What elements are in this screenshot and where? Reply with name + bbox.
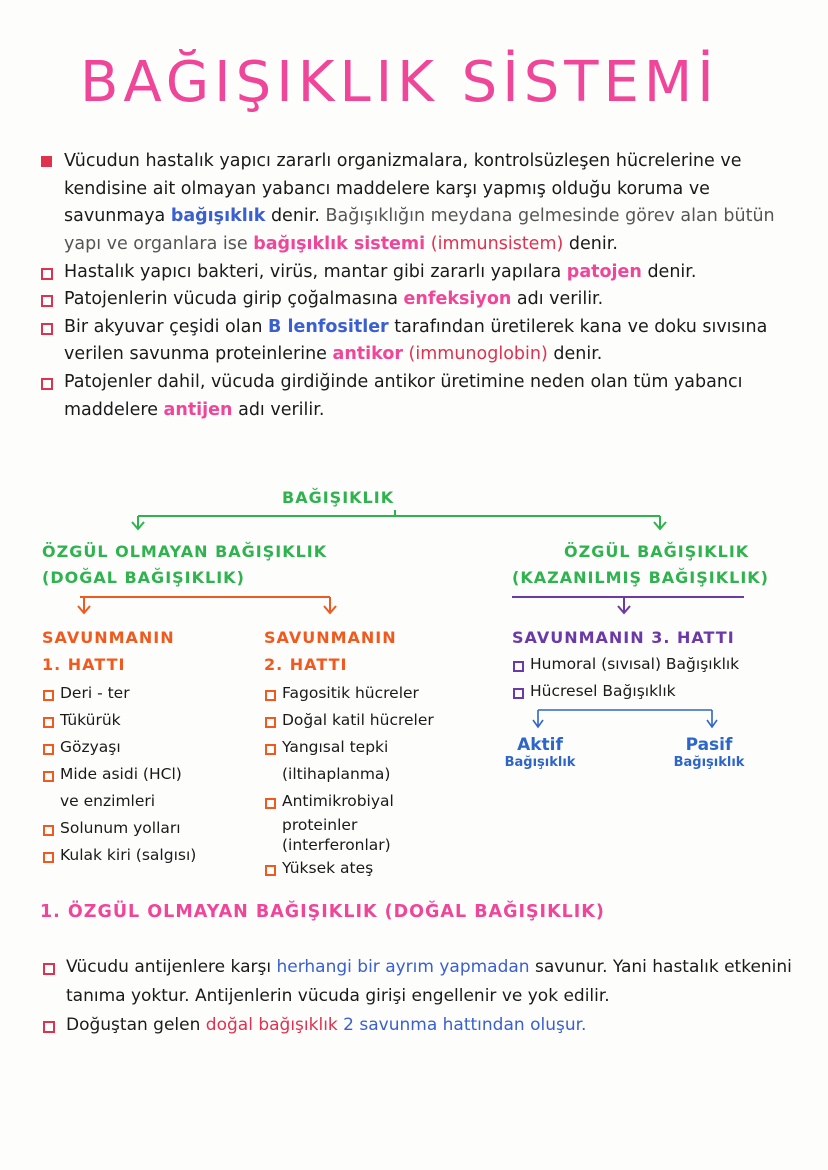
list-item-text: ve enzimleri <box>60 792 156 810</box>
active-immunity <box>500 735 580 770</box>
square-bullet-icon <box>264 734 282 761</box>
square-bullet-icon <box>264 788 282 815</box>
list-item-text: Yüksek ateş <box>282 859 374 877</box>
list-item-text: Kulak kiri (salgısı) <box>60 846 197 864</box>
square-bullet-icon <box>264 707 282 734</box>
keyword-patojen: patojen <box>566 261 642 282</box>
square-bullet-icon <box>512 651 530 678</box>
diagram-root-label: BAĞIŞIKLIK <box>282 488 395 507</box>
list-item-text: Tükürük <box>60 711 121 729</box>
square-bullet-icon <box>512 678 530 705</box>
list-item <box>42 788 242 815</box>
square-bullet-icon <box>42 842 60 869</box>
list-item-text: Solunum yolları <box>60 819 181 837</box>
defense-line-1 <box>42 624 242 869</box>
intro-text: Vücudun hastalık yapıcı zararlı organizmalara, kontrolsüzleşen hücrelerine ve kendisine ait olmayan yabancı maddelere karşı yapmış olduğu koruma ve savunmaya <box>64 151 742 227</box>
list-item <box>42 680 242 707</box>
active-immunity-label: Aktif <box>517 735 563 755</box>
intro-text: adı verilir. <box>238 399 325 420</box>
list-item-text: Humoral (sıvısal) Bağışıklık <box>530 655 740 673</box>
line3-list <box>512 651 812 705</box>
list-item-text: Hücresel Bağışıklık <box>530 682 676 700</box>
list-item <box>264 761 494 788</box>
section-heading: 1. ÖZGÜL OLMAYAN BAĞIŞIKLIK (DOĞAL BAĞIŞIKLIK) <box>40 902 605 922</box>
square-bullet-icon <box>264 855 282 882</box>
natural-immunity-subtitle: (DOĞAL BAĞIŞIKLIK) <box>42 568 245 587</box>
page-title: BAĞIŞIKLIK SİSTEMİ <box>80 50 719 115</box>
intro-text: denir. <box>647 261 697 282</box>
list-item <box>42 734 242 761</box>
square-bullet-icon <box>42 734 60 761</box>
list-item-text: (interferonlar) <box>282 836 391 854</box>
square-bullet-icon <box>42 761 60 788</box>
list-item-text: Gözyaşı <box>60 738 121 756</box>
keyword-antijen: antijen <box>163 399 233 420</box>
list-item <box>264 788 494 815</box>
specific-immunity-title: ÖZGÜL BAĞIŞIKLIK <box>564 542 750 561</box>
list-item-text: Antimikrobiyal <box>282 792 394 810</box>
keyword-bagisiklik-sistemi: bağışıklık sistemi <box>253 233 426 254</box>
keyword-enfeksiyon: enfeksiyon <box>403 289 512 310</box>
list-item <box>264 680 494 707</box>
square-bullet-icon <box>42 815 60 842</box>
list-item-text: Fagositik hücreler <box>282 684 419 702</box>
passive-immunity <box>664 735 754 770</box>
section-bullets <box>40 953 810 1040</box>
section-bullet-2 <box>40 1011 810 1040</box>
list-item-text: Yangısal tepki <box>282 738 389 756</box>
nonspecific-immunity-title: ÖZGÜL OLMAYAN BAĞIŞIKLIK <box>42 542 328 561</box>
intro-text: Patojenlerin vücuda girip çoğalmasına <box>64 289 398 310</box>
list-item <box>42 707 242 734</box>
defense-line-2 <box>264 624 494 882</box>
line1-heading: SAVUNMANIN <box>42 628 175 647</box>
intro-text: Patojenler dahil, vücuda girdiğinde antikor üretimine neden olan tüm yabancı maddelere <box>64 372 743 420</box>
list-item <box>264 855 494 882</box>
passive-immunity-sublabel: Bağışıklık <box>673 755 745 770</box>
list-item <box>42 842 242 869</box>
keyword-antikor: antikor <box>332 344 403 365</box>
intro-text: Bağışıklığın meydana gelmesinde görev alan bütün yapı ve organlara ise <box>64 206 775 254</box>
line2-heading: SAVUNMANIN <box>264 628 397 647</box>
list-item-text: Doğal katil hücreler <box>282 711 434 729</box>
line3-heading: SAVUNMANIN 3. HATTI <box>512 628 735 647</box>
list-item <box>512 678 812 705</box>
square-bullet-icon <box>42 707 60 734</box>
list-item <box>42 761 242 788</box>
intro-text: Hastalık yapıcı bakteri, virüs, mantar gibi zararlı yapılara <box>64 261 562 282</box>
keyword-two-defense-lines: 2 savunma hattından oluşur. <box>343 1014 587 1035</box>
list-item <box>264 707 494 734</box>
list-item-text: Mide asidi (HCl) <box>60 765 182 783</box>
square-bullet-icon <box>42 680 60 707</box>
square-bullet-icon <box>264 680 282 707</box>
list-item <box>264 815 494 835</box>
list-item <box>512 651 812 678</box>
passive-immunity-label: Pasif <box>685 735 733 755</box>
section-text: Vücudu antijenlere karşı <box>66 957 272 977</box>
intro-text: denir. <box>270 206 320 227</box>
keyword-immunoglobin: (immunoglobin) <box>408 344 548 365</box>
keyword-no-distinction: herhangi bir ayrım yapmadan <box>276 957 530 977</box>
list-item <box>42 815 242 842</box>
defense-line-3 <box>512 624 812 705</box>
keyword-b-lenfositler: B lenfositler <box>268 316 389 337</box>
intro-text: denir. <box>568 233 618 254</box>
intro-text: adı verilir. <box>516 289 604 310</box>
square-bullet-icon <box>40 953 66 980</box>
acquired-immunity-subtitle: (KAZANILMIŞ BAĞIŞIKLIK) <box>512 568 769 587</box>
keyword-bagisiklik: bağışıklık <box>170 206 266 227</box>
square-bullet-icon <box>40 1011 66 1038</box>
line1-heading-number: 1. HATTI <box>42 655 126 674</box>
list-item-text: proteinler <box>282 816 358 834</box>
list-item <box>264 835 494 855</box>
keyword-immunsistem: (immunsistem) <box>430 233 564 254</box>
intro-text: tarafından üretilerek kana ve doku sıvısına verilen savunma proteinlerine <box>64 316 768 365</box>
section-text: savunur. Yani hastalık etkenini tanıma yoktur. Antijenlerin vücuda girişi engellenir ve yok edilir. <box>66 957 792 1006</box>
keyword-natural-immunity: doğal bağışıklık <box>205 1014 338 1035</box>
intro-text: denir. <box>553 344 603 365</box>
active-immunity-sublabel: Bağışıklık <box>504 755 576 770</box>
section-bullet-1 <box>40 953 810 1011</box>
line1-list <box>42 680 242 869</box>
intro-text: Bir akyuvar çeşidi olan <box>64 316 263 337</box>
list-item-text: (iltihaplanma) <box>282 765 391 783</box>
section-text: Doğuştan gelen <box>66 1014 201 1035</box>
line2-heading-number: 2. HATTI <box>264 655 348 674</box>
line2-list <box>264 680 494 882</box>
list-item <box>264 734 494 761</box>
list-item-text: Deri - ter <box>60 684 130 702</box>
